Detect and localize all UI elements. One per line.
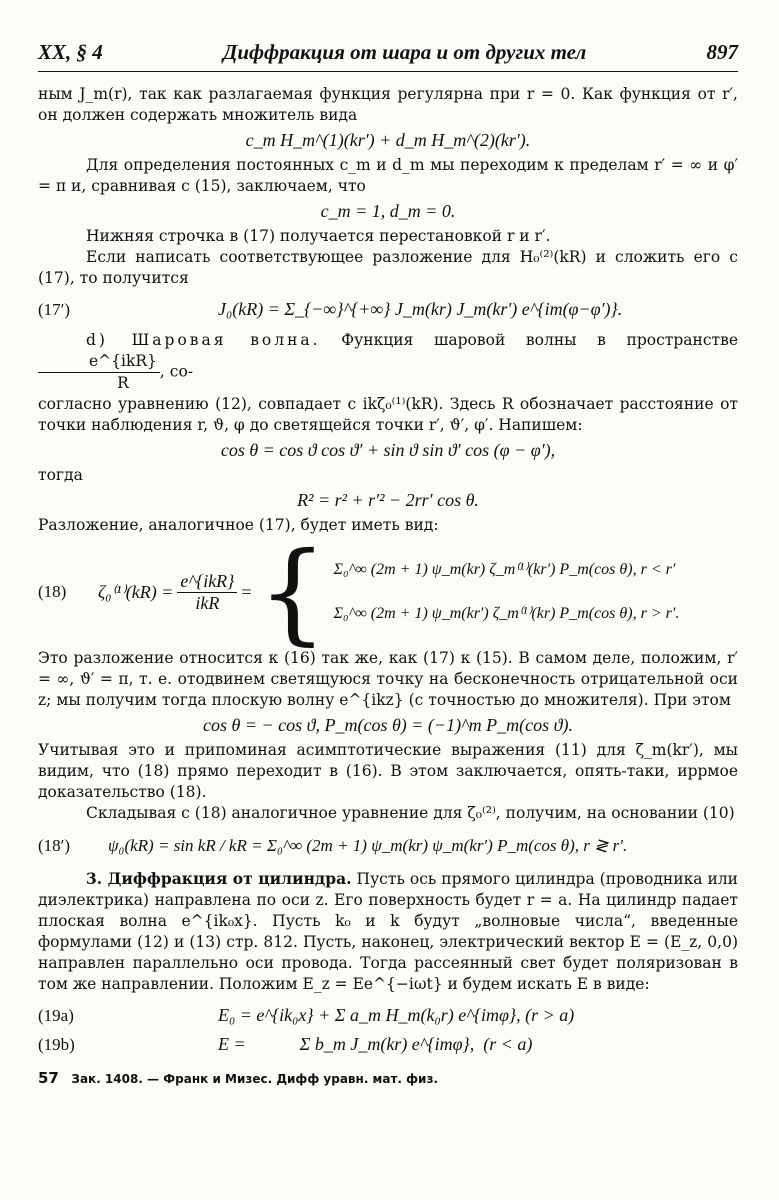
paragraph: Если написать соответствующее разложение для H₀⁽²⁾(kR) и сложить его с (17), то получится (38, 248, 738, 287)
equation-number: (18′) (38, 836, 71, 855)
equation: J₀(kR) = Σ_{−∞}^{+∞} J_m(kr) J_m(kr′) e^{im(φ−φ′)}. (218, 299, 623, 319)
fraction-numerator: e^{ikR} (38, 351, 160, 373)
equation-17-prime (38, 299, 738, 320)
equation: E₀ = e^{ik₀x} + Σ a_m H_m(k₀r) e^{imφ}, (r > a) (218, 1005, 575, 1025)
equation: cos θ = − cos ϑ, P_m(cos θ) = (−1)^m P_m(cos ϑ). (203, 715, 573, 735)
equation: cos θ = cos ϑ cos ϑ′ + sin ϑ sin ϑ′ cos (φ − φ′), (220, 440, 556, 460)
running-header (38, 40, 738, 72)
left-brace: { (257, 528, 328, 656)
paragraph-text: Пусть ось прямого цилиндра (проводника или диэлектрика) направлена по оси z. Его поверхность будет r = a. На цилиндр падает плоская волна e^{ik₀x}. Пусть k₀ и k будут „волновые числа“, введенные формулами (12) и (13) стр. 812. Пусть, наконец, электрический вектор E = (E_z, 0,0) направлен параллельно оси провода. Тогда рассеянный свет будет поляризован в том же направлении. Положим E_z = Ee^{−iωt} и будем искать E в виде: (38, 870, 738, 993)
fraction-denominator: R (117, 374, 129, 392)
equation-19a (38, 1005, 738, 1026)
paragraph-spherical-wave (38, 330, 738, 394)
paragraph: Разложение, аналогичное (17), будет иметь вид: (38, 516, 439, 534)
paragraph-section-3 (38, 868, 738, 995)
equation-case: Σ₀^∞ (2m + 1) ψ_m(kr) ζ_m⁽¹⁾(kr′) P_m(cos θ), r < r′ (333, 561, 676, 578)
paragraph: Складывая с (18) аналогичное уравнение для ζ₀⁽²⁾, получим, на основании (10) (86, 804, 735, 822)
printer-footer (38, 1069, 738, 1087)
fraction-denominator: ikR (195, 592, 220, 613)
paragraph: Нижняя строчка в (17) получается перестановкой r и r′. (86, 227, 551, 245)
paragraph: согласно уравнению (12), совпадает с ikζ₀⁽¹⁾(kR). Здесь R обозначает расстояние от точки наблюдения r, ϑ, φ до светящейся точки r′, ϑ′, φ′. Напишем: (38, 395, 738, 434)
equation: E = Σ b_m J_m(kr) e^{imφ}, (r < a) (218, 1034, 533, 1054)
equation-19b (38, 1034, 738, 1055)
footer-text: Зак. 1408. — Франк и Мизес. Дифф уравн. мат. физ. (71, 1072, 438, 1086)
paragraph: Учитывая это и припоминая асимптотические выражения (11) для ζ_m(kr′), мы видим, что (18) прямо переходит в (16). В этом заключается, опять-таки, иррмое доказательство (18). (38, 741, 738, 801)
equation-number: (19b) (38, 1034, 75, 1054)
equation: R² = r² + r′² − 2rr′ cos θ. (297, 490, 479, 510)
inline-fraction (38, 351, 160, 394)
equation-cases (334, 548, 680, 636)
paragraph: тогда (38, 466, 83, 484)
equation-lhs: ζ₀⁽¹⁾(kR) = (98, 581, 174, 602)
subheading: d) Шаровая волна. (86, 331, 321, 349)
equation-number: (17′) (38, 299, 71, 319)
page (38, 40, 738, 1087)
paragraph: Для определения постоянных c_m и d_m мы переходим к пределам r′ = ∞ и φ′ = π и, сравнивая с (15), заключаем, что (38, 156, 738, 195)
equation-18-prime (38, 836, 738, 856)
equation: ψ₀(kR) = sin kR / kR = Σ₀^∞ (2m + 1) ψ_m(kr) ψ_m(kr′) P_m(cos θ), r ≷ r′. (108, 836, 628, 855)
equation-number: (19a) (38, 1005, 74, 1025)
equation-18: (18) ζ₀⁽¹⁾(kR) = $\frac{\text{e\textasciicircum{}\{ikR\}}}{\text{ikR}}$ = { Σ₀^∞ (2m + 1) ψ_m(kr) ζ_m⁽¹⁾(kr′) P_m(cos θ), r < r′ Σ₀^∞ (2m + 1) ψ_m(kr′) ζ_m⁽¹⁾(kr) P_m(cos θ), r > r′. (38, 528, 680, 656)
equation-number: (18) (38, 582, 67, 601)
section-heading: 3. Диффракция от цилиндра. (86, 869, 352, 888)
inline-text: Функция шаровой волны в пространстве (341, 331, 738, 349)
paragraph: Это разложение относится к (16) так же, как (17) к (15). В самом деле, положим, r′ = ∞, ϑ′ = π, т. е. отодвинем светящуюся точку на бесконечность отрицательной оси z; мы получим тогда плоскую волну e^{ikz} (с точностью до множителя). При этом (38, 649, 738, 709)
page-number: 897 (706, 40, 738, 64)
fraction-numerator: e^{ikR} (177, 571, 237, 593)
running-title: Диффракция от шара и от других тел (222, 40, 587, 64)
equation: c_m H_m^(1)(kr′) + d_m H_m^(2)(kr′). (245, 130, 531, 150)
equation: c_m = 1, d_m = 0. (320, 201, 456, 221)
inline-text: , со- (159, 362, 194, 381)
section-ref: XX, § 4 (38, 40, 103, 64)
equation-case: Σ₀^∞ (2m + 1) ψ_m(kr′) ζ_m⁽¹⁾(kr) P_m(cos θ), r > r′. (333, 605, 680, 622)
paragraph: ным J_m(r), так как разлагаемая функция регулярна при r = 0. Как функция от r′, он должен содержать множитель вида (38, 85, 738, 124)
sheet-number: 57 (38, 1069, 59, 1087)
fraction (177, 571, 237, 614)
